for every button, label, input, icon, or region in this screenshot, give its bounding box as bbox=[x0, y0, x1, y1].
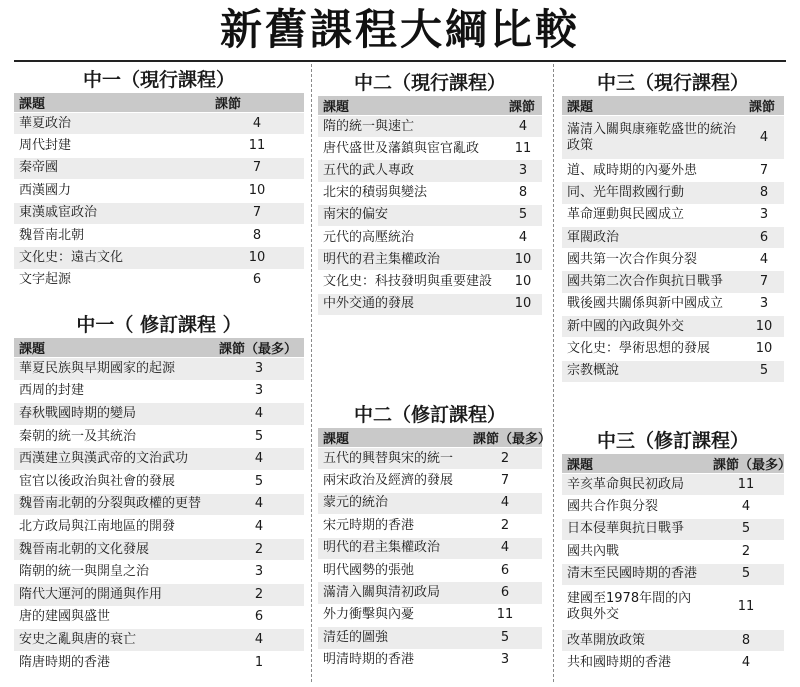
periods-cell: 4 bbox=[504, 116, 542, 138]
block-heading: 中二（修訂課程） bbox=[353, 404, 506, 426]
periods-cell: 4 bbox=[214, 448, 304, 471]
topic-cell: 魏晉南北朝 bbox=[14, 224, 210, 246]
periods-cell: 2 bbox=[468, 515, 542, 537]
periods-cell: 4 bbox=[214, 403, 304, 426]
topic-cell: 隋朝的統一與開皇之治 bbox=[14, 561, 214, 584]
topic-cell: 外力衝擊與內憂 bbox=[318, 604, 468, 626]
topic-header: 課題 bbox=[14, 338, 214, 358]
table-row bbox=[14, 224, 304, 246]
periods-header: 課節 bbox=[744, 96, 784, 116]
table-row bbox=[14, 202, 304, 224]
periods-cell: 5 bbox=[708, 563, 784, 585]
periods-cell: 10 bbox=[504, 271, 542, 293]
table-row bbox=[318, 448, 542, 470]
topic-cell: 隋唐時期的香港 bbox=[14, 651, 214, 674]
topic-cell: 共和國時期的香港 bbox=[562, 652, 708, 674]
periods-cell: 5 bbox=[708, 518, 784, 540]
table-row bbox=[562, 249, 784, 271]
table-row bbox=[318, 604, 542, 626]
table-row bbox=[562, 204, 784, 226]
table-row bbox=[318, 138, 542, 160]
topic-header: 課題 bbox=[14, 93, 210, 113]
periods-cell: 5 bbox=[214, 470, 304, 493]
periods-header: 課節（最多） bbox=[214, 338, 304, 358]
periods-cell: 2 bbox=[214, 538, 304, 561]
periods-cell: 3 bbox=[468, 649, 542, 671]
periods-cell: 7 bbox=[210, 202, 304, 224]
periods-cell: 4 bbox=[214, 629, 304, 652]
topic-cell: 同、光年間救國行動 bbox=[562, 182, 744, 204]
periods-cell: 6 bbox=[468, 582, 542, 604]
s2-current-block bbox=[318, 70, 542, 316]
s1-revised-table bbox=[14, 338, 304, 674]
table-row bbox=[318, 182, 542, 204]
periods-cell: 7 bbox=[744, 160, 784, 182]
table-row bbox=[318, 649, 542, 671]
table-row bbox=[14, 448, 304, 471]
block-heading: 中一（現行課程） bbox=[82, 69, 235, 91]
topic-cell: 文字起源 bbox=[14, 269, 210, 291]
topic-cell: 五代的興替與宋的統一 bbox=[318, 448, 468, 470]
table-row bbox=[562, 360, 784, 382]
table-row bbox=[14, 425, 304, 448]
topic-cell: 滿清入關與清初政局 bbox=[318, 582, 468, 604]
periods-cell: 11 bbox=[708, 585, 784, 629]
table-row bbox=[562, 116, 784, 160]
topic-cell: 軍閥政治 bbox=[562, 226, 744, 248]
periods-cell: 4 bbox=[708, 652, 784, 674]
periods-cell: 5 bbox=[504, 204, 542, 226]
topic-cell: 新中國的內政與外交 bbox=[562, 316, 744, 338]
table-row bbox=[14, 380, 304, 403]
table-row bbox=[562, 629, 784, 651]
topic-cell: 文化史：學術思想的發展 bbox=[562, 338, 744, 360]
periods-cell: 6 bbox=[210, 269, 304, 291]
table-row bbox=[562, 316, 784, 338]
page-title: 新舊課程大綱比較 bbox=[219, 5, 580, 54]
table-row bbox=[14, 493, 304, 516]
topic-cell: 宋元時期的香港 bbox=[318, 515, 468, 537]
table-row bbox=[318, 492, 542, 514]
periods-cell: 3 bbox=[214, 561, 304, 584]
topic-cell: 隋代大運河的開通與作用 bbox=[14, 583, 214, 606]
s1-current-block bbox=[14, 67, 304, 292]
table-row bbox=[318, 271, 542, 293]
table-row bbox=[318, 116, 542, 138]
s3-revised-table bbox=[562, 454, 792, 675]
table-row bbox=[14, 358, 304, 381]
periods-cell: 10 bbox=[504, 293, 542, 315]
periods-cell: 11 bbox=[504, 138, 542, 160]
periods-cell: 8 bbox=[744, 182, 784, 204]
periods-cell: 8 bbox=[504, 182, 542, 204]
periods-cell: 5 bbox=[214, 425, 304, 448]
topic-cell: 清廷的圖強 bbox=[318, 627, 468, 649]
periods-cell: 2 bbox=[468, 448, 542, 470]
periods-cell: 4 bbox=[214, 493, 304, 516]
periods-cell: 4 bbox=[504, 226, 542, 248]
table-row bbox=[318, 226, 542, 248]
periods-cell: 3 bbox=[744, 293, 784, 315]
topic-cell: 宗教概說 bbox=[562, 360, 744, 382]
periods-cell: 10 bbox=[210, 180, 304, 202]
topic-cell: 周代封建 bbox=[14, 135, 210, 157]
topic-cell: 華夏民族與早期國家的起源 bbox=[14, 358, 214, 381]
topic-cell: 日本侵華與抗日戰爭 bbox=[562, 518, 708, 540]
topic-cell: 西漢國力 bbox=[14, 180, 210, 202]
s2-revised-block bbox=[318, 402, 552, 672]
topic-cell: 明代的君主集權政治 bbox=[318, 537, 468, 559]
topic-cell: 兩宋政治及經濟的發展 bbox=[318, 470, 468, 492]
table-row bbox=[562, 293, 784, 315]
periods-cell: 7 bbox=[468, 470, 542, 492]
s3-revised-block bbox=[562, 428, 792, 675]
topic-cell: 戰後國共關係與新中國成立 bbox=[562, 293, 744, 315]
topic-cell: 南宋的偏安 bbox=[318, 204, 504, 226]
periods-header: 課節 bbox=[210, 93, 304, 113]
topic-cell: 道、咸時期的內憂外患 bbox=[562, 160, 744, 182]
topic-cell: 西漢建立與漢武帝的文治武功 bbox=[14, 448, 214, 471]
table-row bbox=[562, 271, 784, 293]
column-divider bbox=[553, 64, 554, 682]
s2-revised-table bbox=[318, 428, 552, 672]
s3-current-block bbox=[562, 70, 784, 383]
periods-cell: 11 bbox=[708, 474, 784, 496]
topic-cell: 滿清入關與康雍乾盛世的統治政策 bbox=[562, 116, 744, 160]
s3-current-table bbox=[562, 96, 784, 383]
periods-cell: 4 bbox=[214, 516, 304, 539]
periods-cell: 4 bbox=[744, 249, 784, 271]
topic-cell: 革命運動與民國成立 bbox=[562, 204, 744, 226]
periods-header: 課節（最多） bbox=[468, 428, 542, 448]
table-row bbox=[14, 651, 304, 674]
table-row bbox=[562, 160, 784, 182]
table-row bbox=[318, 160, 542, 182]
block-heading: 中一（ 修訂課程 ） bbox=[76, 314, 242, 336]
topic-cell: 清末至民國時期的香港 bbox=[562, 563, 708, 585]
table-row bbox=[562, 496, 784, 518]
periods-cell: 1 bbox=[214, 651, 304, 674]
table-row bbox=[14, 470, 304, 493]
topic-cell: 國共第二次合作與抗日戰爭 bbox=[562, 271, 744, 293]
topic-cell: 秦朝的統一及其統治 bbox=[14, 425, 214, 448]
periods-cell: 3 bbox=[504, 160, 542, 182]
periods-cell: 7 bbox=[210, 157, 304, 179]
periods-cell: 6 bbox=[468, 559, 542, 581]
table-row bbox=[318, 204, 542, 226]
s1-revised-block bbox=[14, 312, 304, 674]
topic-cell: 西周的封建 bbox=[14, 380, 214, 403]
block-heading: 中三（修訂課程） bbox=[596, 430, 749, 452]
periods-cell: 5 bbox=[744, 360, 784, 382]
table-row bbox=[14, 606, 304, 629]
topic-cell: 東漢戚宦政治 bbox=[14, 202, 210, 224]
table-row bbox=[318, 293, 542, 315]
table-row bbox=[562, 474, 784, 496]
table-row bbox=[562, 652, 784, 674]
topic-cell: 唐代盛世及藩鎮與宦官亂政 bbox=[318, 138, 504, 160]
topic-cell: 魏晉南北朝的分裂與政權的更替 bbox=[14, 493, 214, 516]
title-rule bbox=[14, 60, 786, 62]
topic-header: 課題 bbox=[318, 428, 468, 448]
table-row bbox=[318, 249, 542, 271]
topic-cell: 改革開放政策 bbox=[562, 629, 708, 651]
topic-cell: 宦官以後政治與社會的發展 bbox=[14, 470, 214, 493]
periods-cell: 10 bbox=[210, 247, 304, 269]
periods-cell: 5 bbox=[468, 627, 542, 649]
topic-cell: 唐的建國與盛世 bbox=[14, 606, 214, 629]
periods-cell: 3 bbox=[744, 204, 784, 226]
periods-cell: 4 bbox=[210, 113, 304, 135]
topic-cell: 隋的統一與速亡 bbox=[318, 116, 504, 138]
topic-cell: 秦帝國 bbox=[14, 157, 210, 179]
topic-cell: 安史之亂與唐的衰亡 bbox=[14, 629, 214, 652]
topic-cell: 蒙元的統治 bbox=[318, 492, 468, 514]
table-row bbox=[562, 541, 784, 563]
table-row bbox=[562, 563, 784, 585]
topic-cell: 北方政局與江南地區的開發 bbox=[14, 516, 214, 539]
topic-cell: 五代的武人專政 bbox=[318, 160, 504, 182]
topic-cell: 明代的君主集權政治 bbox=[318, 249, 504, 271]
s2-current-table bbox=[318, 96, 542, 316]
block-heading: 中三（現行課程） bbox=[596, 72, 749, 94]
topic-cell: 明代國勢的張弛 bbox=[318, 559, 468, 581]
table-row bbox=[14, 403, 304, 426]
periods-cell: 10 bbox=[744, 316, 784, 338]
table-row bbox=[14, 561, 304, 584]
periods-cell: 8 bbox=[210, 224, 304, 246]
table-row bbox=[318, 627, 542, 649]
table-row bbox=[14, 157, 304, 179]
periods-cell: 10 bbox=[744, 338, 784, 360]
periods-cell: 10 bbox=[504, 249, 542, 271]
periods-cell: 4 bbox=[744, 116, 784, 160]
table-row bbox=[318, 515, 542, 537]
periods-cell: 2 bbox=[214, 583, 304, 606]
topic-cell: 建國至1978年間的內政與外交 bbox=[562, 585, 708, 629]
topic-cell: 明清時期的香港 bbox=[318, 649, 468, 671]
table-row bbox=[14, 135, 304, 157]
table-row bbox=[318, 559, 542, 581]
topic-header: 課題 bbox=[318, 96, 504, 116]
table-row bbox=[14, 583, 304, 606]
periods-cell: 2 bbox=[708, 541, 784, 563]
topic-cell: 中外交通的發展 bbox=[318, 293, 504, 315]
topic-cell: 北宋的積弱與變法 bbox=[318, 182, 504, 204]
periods-header: 課節 bbox=[504, 96, 542, 116]
topic-header: 課題 bbox=[562, 96, 744, 116]
table-row bbox=[318, 537, 542, 559]
table-row bbox=[318, 470, 542, 492]
periods-cell: 3 bbox=[214, 358, 304, 381]
table-row bbox=[14, 113, 304, 135]
topic-cell: 元代的高壓統治 bbox=[318, 226, 504, 248]
periods-cell: 6 bbox=[744, 226, 784, 248]
topic-cell: 國共合作與分裂 bbox=[562, 496, 708, 518]
periods-header: 課節（最多） bbox=[708, 454, 784, 474]
topic-cell: 魏晉南北朝的文化發展 bbox=[14, 538, 214, 561]
table-row bbox=[14, 516, 304, 539]
periods-cell: 4 bbox=[708, 496, 784, 518]
periods-cell: 3 bbox=[214, 380, 304, 403]
table-row bbox=[562, 226, 784, 248]
topic-cell: 文化史：遠古文化 bbox=[14, 247, 210, 269]
topic-cell: 國共第一次合作與分裂 bbox=[562, 249, 744, 271]
periods-cell: 6 bbox=[214, 606, 304, 629]
block-heading: 中二（現行課程） bbox=[353, 72, 506, 94]
table-row bbox=[562, 518, 784, 540]
topic-cell: 華夏政治 bbox=[14, 113, 210, 135]
table-row bbox=[562, 338, 784, 360]
topic-cell: 國共內戰 bbox=[562, 541, 708, 563]
periods-cell: 11 bbox=[210, 135, 304, 157]
periods-cell: 8 bbox=[708, 629, 784, 651]
topic-header: 課題 bbox=[562, 454, 708, 474]
table-row bbox=[562, 182, 784, 204]
table-row bbox=[14, 180, 304, 202]
topic-cell: 文化史：科技發明與重要建設 bbox=[318, 271, 504, 293]
periods-cell: 4 bbox=[468, 537, 542, 559]
table-row bbox=[14, 247, 304, 269]
table-row bbox=[14, 538, 304, 561]
periods-cell: 4 bbox=[468, 492, 542, 514]
table-row bbox=[318, 582, 542, 604]
table-row bbox=[562, 585, 784, 629]
table-row bbox=[14, 269, 304, 291]
column-divider bbox=[311, 64, 312, 682]
periods-cell: 7 bbox=[744, 271, 784, 293]
topic-cell: 辛亥革命與民初政局 bbox=[562, 474, 708, 496]
table-row bbox=[14, 629, 304, 652]
periods-cell: 11 bbox=[468, 604, 542, 626]
s1-current-table bbox=[14, 93, 304, 292]
topic-cell: 春秋戰國時期的變局 bbox=[14, 403, 214, 426]
